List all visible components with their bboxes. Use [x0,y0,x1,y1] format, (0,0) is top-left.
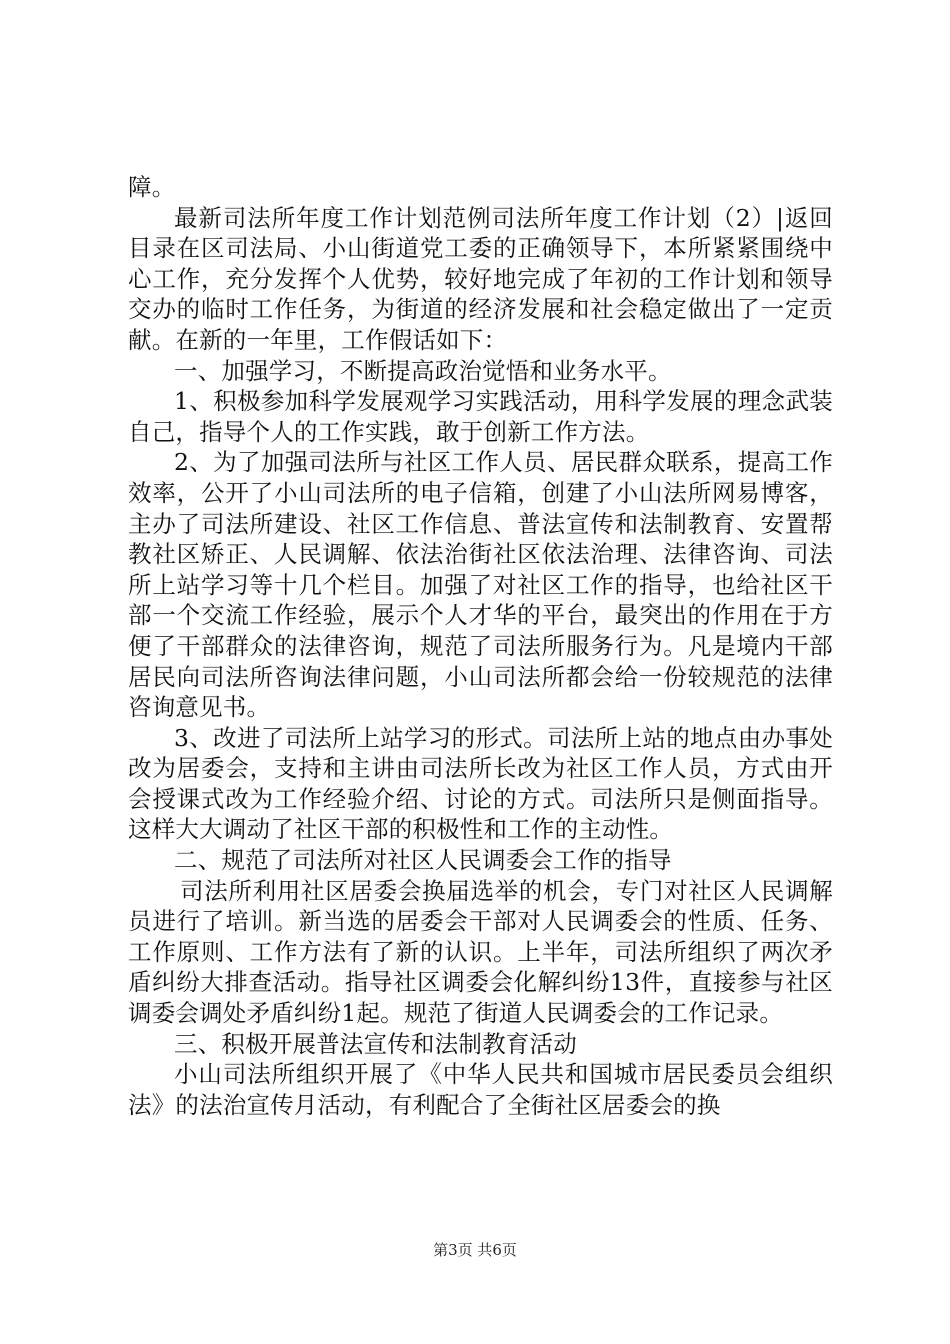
paragraph-mediation: 司法所利用社区居委会换届选举的机会，专门对社区人民调解员进行了培训。新当选的居委会干部对人民调委会的性质、任务、工作原则、工作方法有了新的认识。上半年，司法所组织了两次矛盾纠纷大排查活动。指导社区调委会化解纠纷13件，直接参与社区调委会调处矛盾纠纷1起。规范了街道人民调委会的工作记录。 [128,876,833,1028]
section-heading-1: 一、加强学习，不断提高政治觉悟和业务水平。 [174,356,672,385]
list-item-3: 3、改进了司法所上站学习的形式。司法所上站的地点由办事处改为居委会，支持和主讲由司法所长改为社区工作人员，方式由开会授课式改为工作经验介绍、讨论的方式。司法所只是侧面指导。这样大大调动了社区干部的积极性和工作的主动性。 [128,723,833,844]
list-item-1: 1、积极参加科学发展观学习实践活动，用科学发展的理念武装自己，指导个人的工作实践，敢于创新工作方法。 [128,387,833,446]
paragraph-intro: 最新司法所年度工作计划范例司法所年度工作计划（2）|返回目录在区司法局、小山街道党工委的正确领导下，本所紧紧围绕中心工作，充分发挥个人优势，较好地完成了年初的工作计划和领导交办的临时工作任务，为街道的经济发展和社会稳定做出了一定贡献。在新的一年里，工作假话如下： [128,203,833,354]
paragraph-publicity: 小山司法所组织开展了《中华人民共和国城市居民委员会组织法》的法治宣传月活动，有利配合了全街社区居委会的换 [128,1060,833,1119]
section-heading-3: 三、积极开展普法宣传和法制教育活动 [174,1029,577,1058]
list-item-2: 2、为了加强司法所与社区工作人员、居民群众联系，提高工作效率，公开了小山司法所的电子信箱，创建了小山法所网易博客，主办了司法所建设、社区工作信息、普法宣传和法制教育、安置帮教社区矫正、人民调解、依法治街社区依法治理、法律咨询、司法所上站学习等十几个栏目。加强了对社区工作的指导，也给社区干部一个交流工作经验，展示个人才华的平台，最突出的作用在于方便了干部群众的法律咨询，规范了司法所服务行为。凡是境内干部居民向司法所咨询法律问题，小山司法所都会给一份较规范的法律咨询意见书。 [128,448,833,722]
paragraph-continuation: 障。 [128,173,176,201]
document-body [128,172,833,1120]
section-heading-2: 二、规范了司法所对社区人民调委会工作的指导 [174,846,672,875]
page-footer: 第3页 共6页 [433,1241,517,1259]
